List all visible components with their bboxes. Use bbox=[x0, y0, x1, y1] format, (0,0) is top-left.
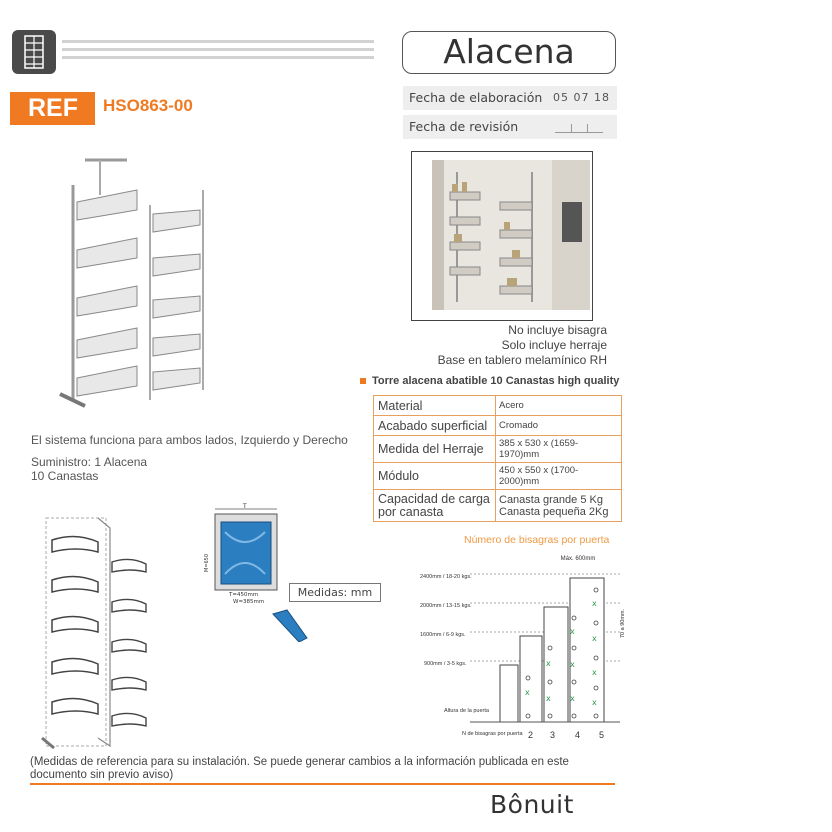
svg-text:x: x bbox=[546, 659, 551, 668]
hinge-row-label: 2400mm / 18-20 kgs. bbox=[420, 574, 472, 580]
bisagras-label: N de bisagras por puerta bbox=[462, 731, 523, 737]
hinge-count: 3 bbox=[550, 730, 556, 740]
bullet-square-icon bbox=[360, 378, 366, 384]
hinge-count: 5 bbox=[599, 730, 605, 740]
hinge-row-label: 2000mm / 13-15 kgs. bbox=[420, 603, 472, 609]
measures-box: Medidas: mm bbox=[289, 583, 381, 602]
hinge-chart-title: Número de bisagras por puerta bbox=[464, 534, 610, 546]
plan-w-label: W=385mm bbox=[233, 599, 265, 605]
spec-value: Cromado bbox=[496, 416, 622, 436]
plan-side-label: M=650 bbox=[204, 553, 210, 572]
header-stripe bbox=[62, 56, 374, 59]
svg-text:x: x bbox=[592, 698, 597, 707]
spec-table bbox=[373, 395, 622, 522]
cabinet-drawing bbox=[38, 512, 158, 752]
table-row bbox=[374, 436, 622, 463]
fecha-revision-row bbox=[403, 115, 617, 139]
note-line: Base en tablero melamínico RH bbox=[437, 353, 607, 367]
plan-top-label: T bbox=[243, 503, 247, 510]
header-stripe bbox=[62, 40, 374, 43]
spec-value: Canasta grande 5 Kg Canasta pequeña 2Kg bbox=[496, 490, 622, 522]
hinge-row-label: 900mm / 3-5 kgs. bbox=[424, 661, 467, 667]
fecha-elaboracion-value: 05 07 18 bbox=[553, 91, 610, 104]
page-title: Alacena bbox=[402, 31, 616, 74]
note-line: Solo incluye herraje bbox=[501, 338, 607, 352]
spec-value: 450 x 550 x (1700-2000)mm bbox=[496, 463, 622, 490]
spec-key: Material bbox=[374, 396, 496, 416]
fecha-revision-blank bbox=[555, 120, 603, 133]
spacing-label: 70 a 90mm. bbox=[620, 608, 626, 638]
svg-text:x: x bbox=[570, 694, 575, 703]
description-text: El sistema funciona para ambos lados, Izquierdo y Derecho bbox=[31, 433, 348, 447]
svg-text:x: x bbox=[592, 668, 597, 677]
supply-line: 10 Canastas bbox=[31, 469, 99, 483]
spec-key: Módulo bbox=[374, 463, 496, 490]
svg-text:x: x bbox=[592, 599, 597, 608]
ref-badge: REF bbox=[10, 92, 95, 125]
table-row bbox=[374, 490, 622, 522]
svg-text:x: x bbox=[570, 627, 575, 636]
svg-text:x: x bbox=[525, 688, 530, 697]
spec-section-title: Torre alacena abatible 10 Canastas high quality bbox=[360, 375, 619, 387]
note-line: No incluye bisagra bbox=[508, 323, 607, 337]
spec-key: Medida del Herraje bbox=[374, 436, 496, 463]
table-row bbox=[374, 463, 622, 490]
fecha-revision-label: Fecha de revisión bbox=[409, 119, 519, 134]
plan-view-diagram bbox=[195, 502, 315, 642]
table-row bbox=[374, 396, 622, 416]
header-stripe bbox=[62, 48, 374, 51]
fecha-elaboracion-row bbox=[403, 86, 617, 110]
spec-value: Acero bbox=[496, 396, 622, 416]
footer-divider bbox=[30, 783, 615, 785]
spec-key: Capacidad de carga por canasta bbox=[374, 490, 496, 522]
shelf-logo-icon bbox=[12, 30, 56, 74]
hinge-count: 4 bbox=[575, 730, 581, 740]
table-row bbox=[374, 416, 622, 436]
hinge-row-label: 1600mm / 6-9 kgs. bbox=[420, 632, 466, 638]
svg-text:x: x bbox=[546, 694, 551, 703]
max-label: Máx. 600mm bbox=[560, 556, 596, 562]
spec-key: Acabado superficial bbox=[374, 416, 496, 436]
brand-logo: Bônuit bbox=[490, 790, 574, 819]
spec-value: 385 x 530 x (1659-1970)mm bbox=[496, 436, 622, 463]
hinge-chart bbox=[420, 548, 630, 753]
plan-t-label: T=450mm bbox=[229, 592, 259, 598]
product-photo bbox=[411, 151, 593, 321]
svg-text:x: x bbox=[592, 634, 597, 643]
fecha-elaboracion-label: Fecha de elaboración bbox=[409, 90, 543, 105]
supply-line: Suministro: 1 Alacena bbox=[31, 455, 148, 469]
svg-text:x: x bbox=[570, 660, 575, 669]
pantry-tower-illustration bbox=[55, 150, 215, 410]
altura-label: Altura de la puerta bbox=[444, 708, 489, 714]
hinge-count: 2 bbox=[528, 730, 534, 740]
ref-code: HSO863-00 bbox=[103, 96, 193, 115]
disclaimer-text: (Medidas de referencia para su instalación. Se puede generar cambios a la información publicada en este documento sin previo aviso) bbox=[30, 756, 569, 781]
